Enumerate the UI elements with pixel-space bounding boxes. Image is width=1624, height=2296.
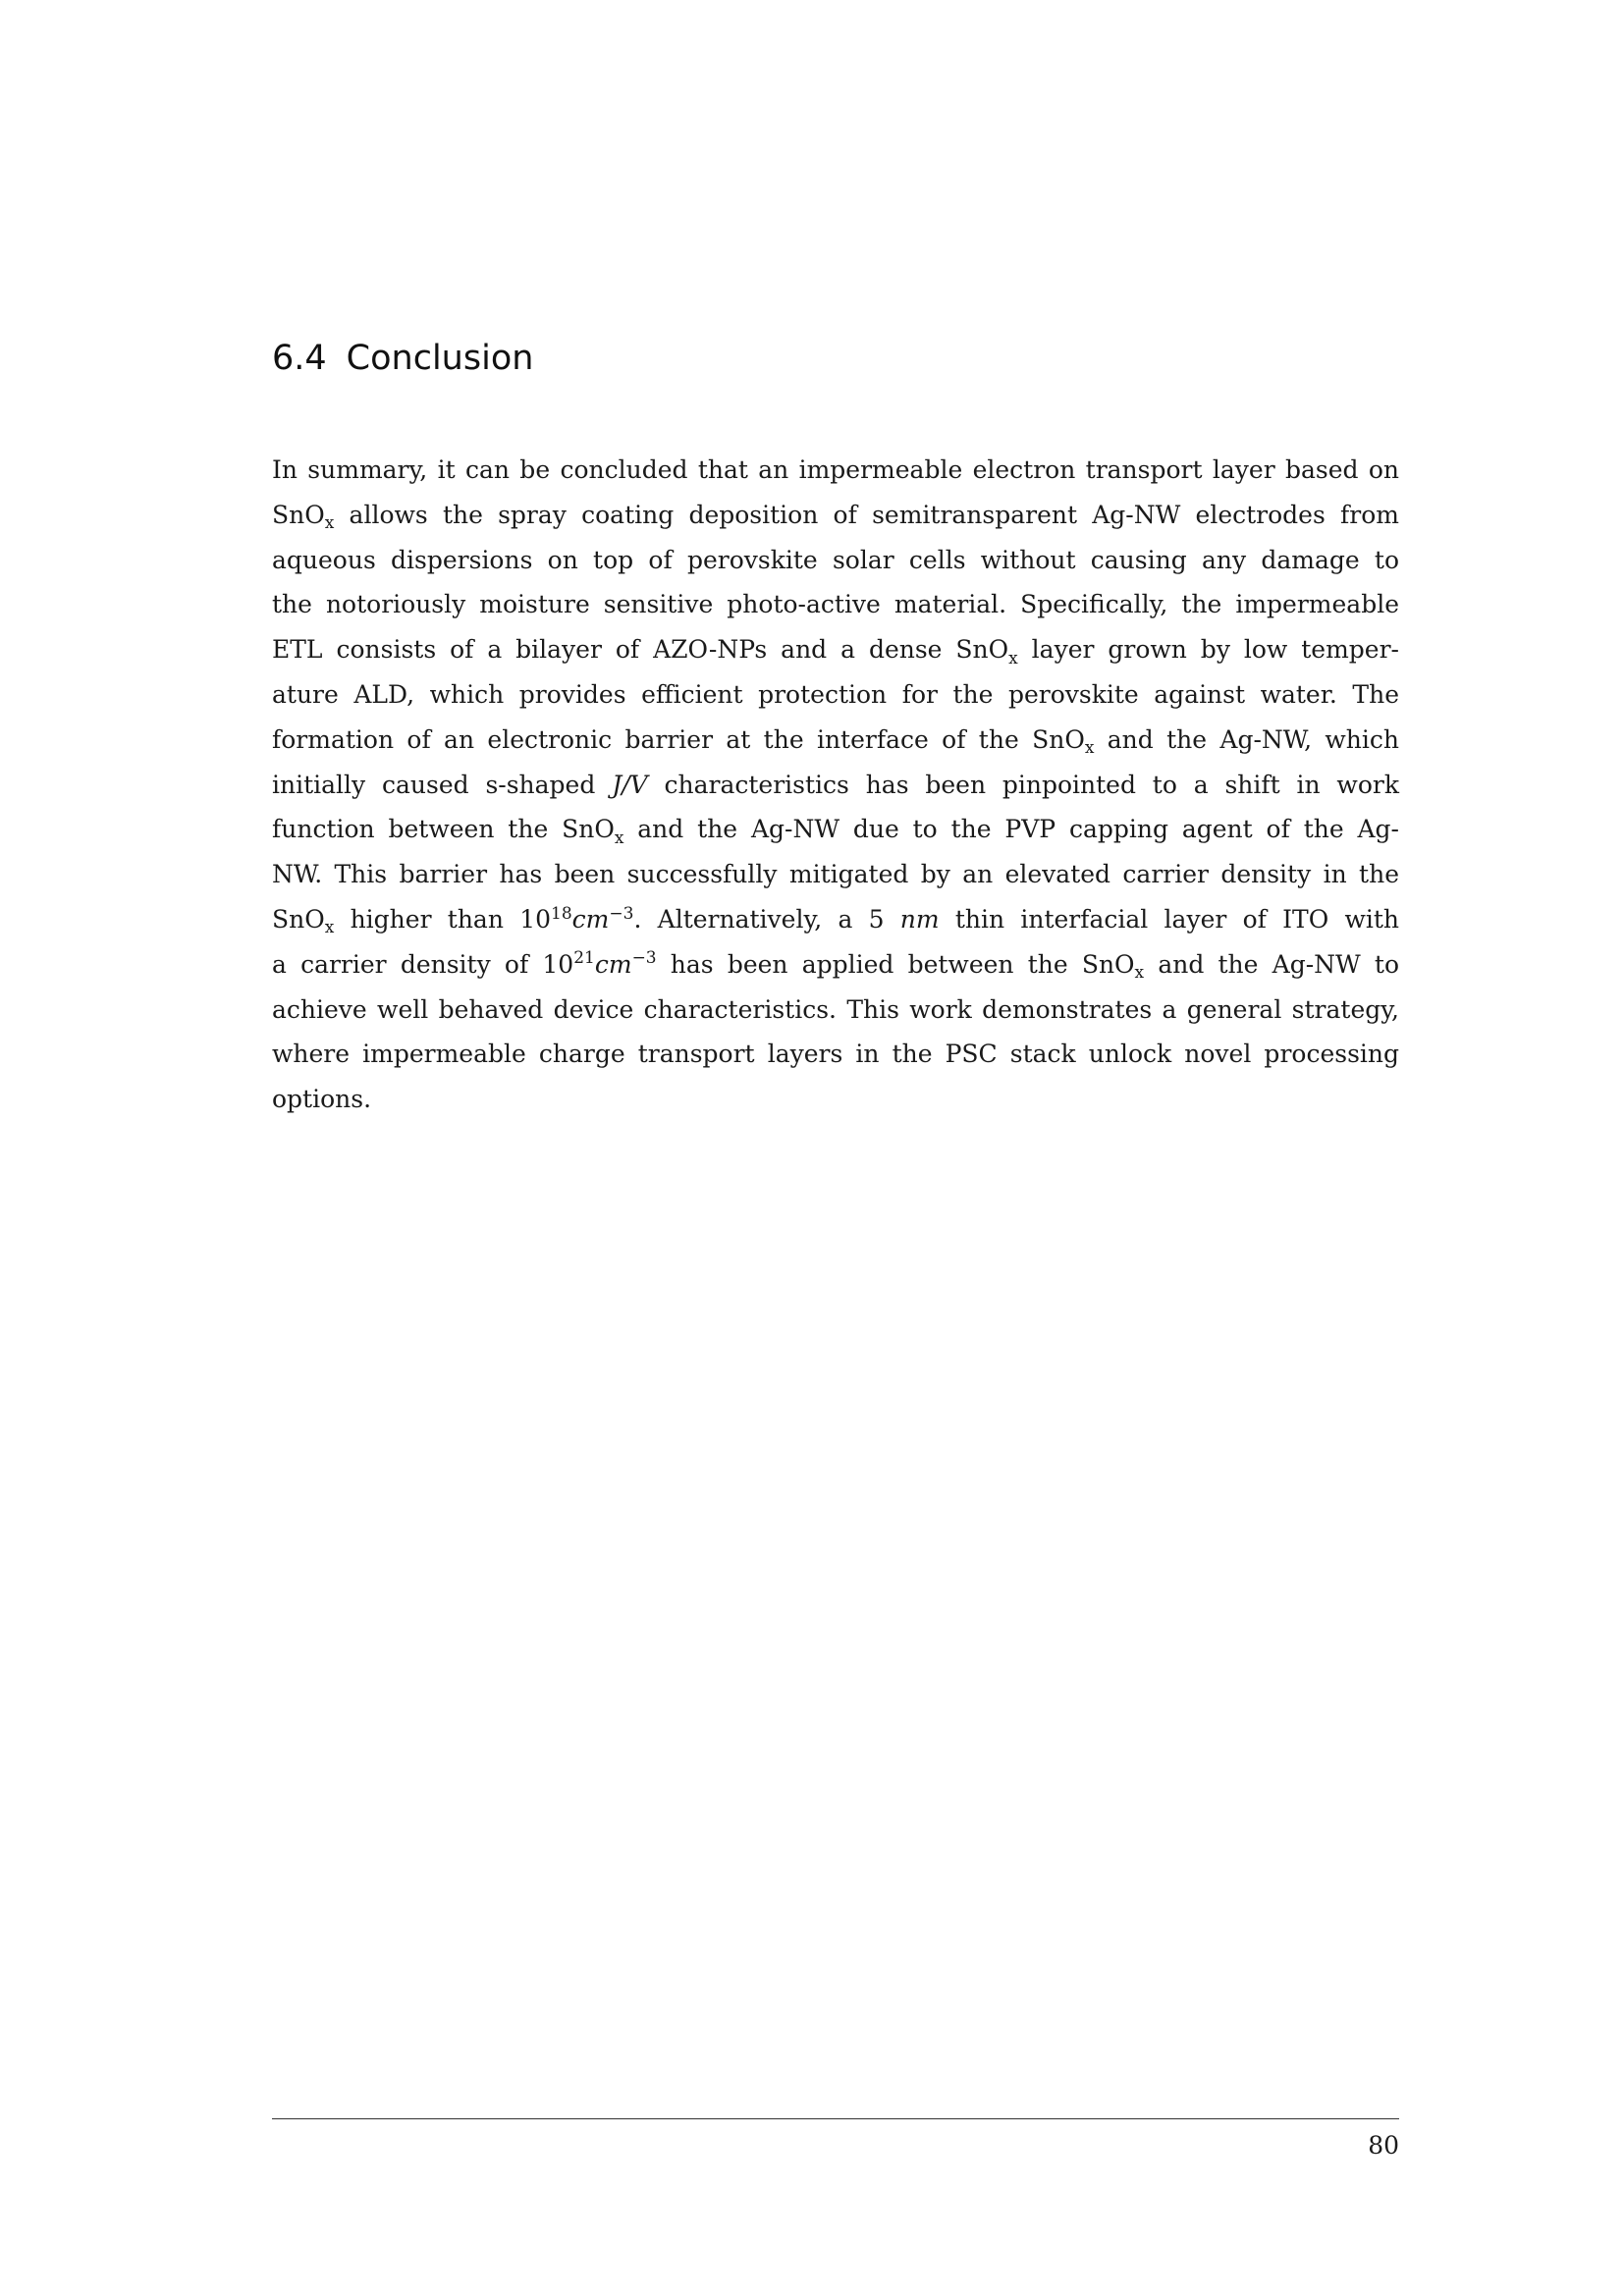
paragraph-line bbox=[272, 718, 1399, 763]
text-run: layer grown by low temper- bbox=[1017, 635, 1399, 665]
text-run: function between the SnO bbox=[272, 815, 615, 844]
text-run: and the Ag-NW, which bbox=[1094, 724, 1399, 754]
text-run: allows the spray coating deposition of semitransparent Ag-NW electrodes from bbox=[334, 500, 1399, 529]
conclusion-paragraph bbox=[272, 448, 1399, 1122]
text-run: and the Ag-NW due to the PVP capping agent of the Ag- bbox=[623, 815, 1399, 844]
subscript: x bbox=[1008, 648, 1018, 668]
page-number: 80 bbox=[1368, 2131, 1399, 2160]
text-run: initially caused s-shaped bbox=[272, 770, 613, 799]
paragraph-line bbox=[272, 897, 1399, 942]
subscript: x bbox=[614, 828, 624, 848]
subscript: x bbox=[324, 513, 335, 534]
text-run: options. bbox=[272, 1085, 372, 1114]
superscript: −3 bbox=[631, 948, 657, 969]
text-run: and the Ag-NW to bbox=[1144, 949, 1399, 979]
superscript: −3 bbox=[609, 903, 634, 924]
text-run: ature ALD, which provides efficient protection for the perovskite against water. The bbox=[272, 679, 1399, 709]
paragraph-line bbox=[272, 1077, 1399, 1122]
text-run: has been applied between the SnO bbox=[656, 949, 1135, 979]
paragraph-line bbox=[272, 988, 1399, 1033]
text-run: a carrier density of 10 bbox=[272, 949, 574, 979]
paragraph-line bbox=[272, 582, 1399, 627]
text-run: ETL consists of a bilayer of AZO-NPs and a dense SnO bbox=[272, 635, 1009, 665]
subscript: x bbox=[1134, 963, 1145, 984]
paragraph-line bbox=[272, 672, 1399, 718]
text-run: aqueous dispersions on top of perovskite solar cells without causing any damage to bbox=[272, 545, 1399, 574]
math-italic: J/V bbox=[612, 770, 648, 799]
section-heading bbox=[272, 338, 533, 379]
text-run: In summary, it can be concluded that an impermeable electron transport layer based on bbox=[272, 455, 1399, 484]
text-run: higher than 10 bbox=[334, 904, 552, 934]
text-run: formation of an electronic barrier at the interface of the SnO bbox=[272, 724, 1085, 754]
paragraph-line bbox=[272, 538, 1399, 583]
text-run: where impermeable charge transport layers in the PSC stack unlock novel processing bbox=[272, 1040, 1399, 1069]
text-run: . Alternatively, a 5 bbox=[633, 904, 900, 934]
subscript: x bbox=[1084, 738, 1095, 759]
text-run: characteristics has been pinpointed to a shift in work bbox=[647, 770, 1399, 799]
text-run: the notoriously moisture sensitive photo-active material. Specifically, the impermeable bbox=[272, 590, 1399, 619]
math-italic: nm bbox=[899, 904, 940, 934]
paragraph-line bbox=[272, 448, 1399, 493]
text-run: NW. This barrier has been successfully mitigated by an elevated carrier density in the bbox=[272, 860, 1399, 889]
paragraph-line bbox=[272, 627, 1399, 672]
footer-rule bbox=[272, 2118, 1399, 2119]
math-italic: cm bbox=[594, 949, 632, 979]
paragraph-line bbox=[272, 763, 1399, 808]
math-italic: cm bbox=[571, 904, 610, 934]
text-run: thin interfacial layer of ITO with bbox=[939, 904, 1399, 934]
text-run: SnO bbox=[272, 904, 325, 934]
text-run: SnO bbox=[272, 500, 325, 529]
text-run: achieve well behaved device characteristics. This work demonstrates a general strategy, bbox=[272, 994, 1399, 1024]
paragraph-line bbox=[272, 807, 1399, 852]
section-title: Conclusion bbox=[346, 339, 534, 378]
subscript: x bbox=[324, 918, 335, 938]
paragraph-line bbox=[272, 852, 1399, 897]
section-number: 6.4 bbox=[272, 339, 327, 378]
superscript: 18 bbox=[551, 903, 572, 924]
superscript: 21 bbox=[573, 948, 595, 969]
paragraph-line bbox=[272, 493, 1399, 538]
paragraph-line bbox=[272, 1032, 1399, 1077]
paragraph-line bbox=[272, 942, 1399, 988]
